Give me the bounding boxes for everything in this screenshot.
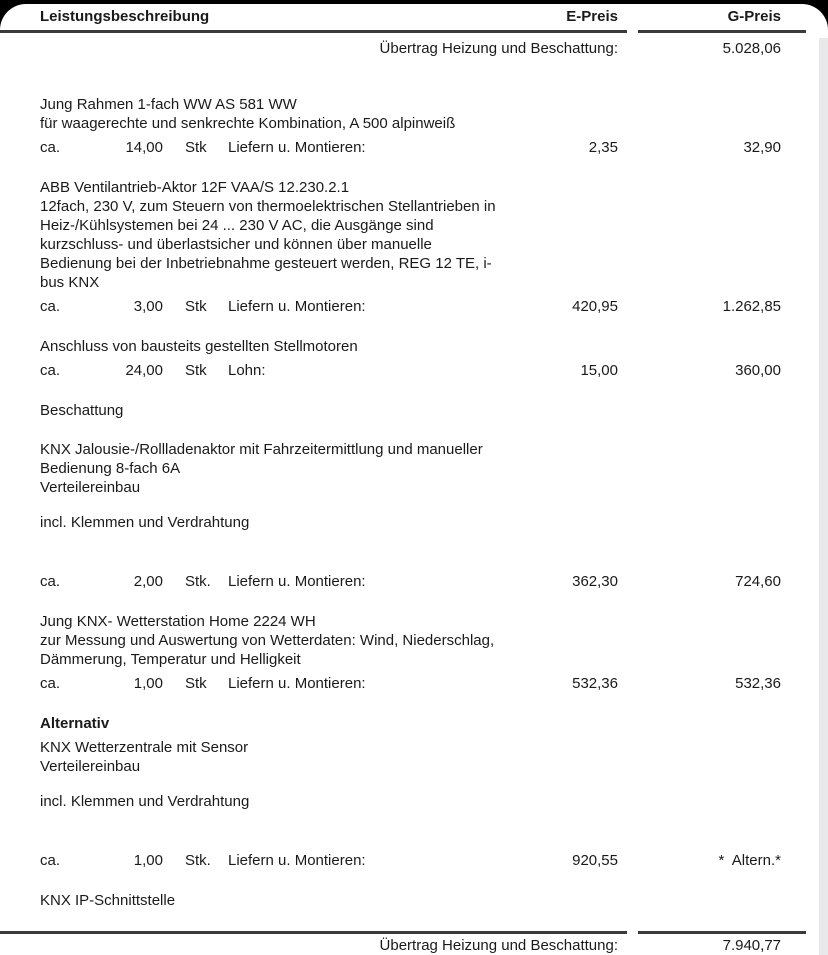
- item-description-line: Verteilereinbau: [40, 479, 141, 496]
- item-description-line: bus KNX: [40, 274, 100, 291]
- item-description-line: 12fach, 230 V, zum Steuern von thermoelektrischen Stellantrieben in: [40, 198, 496, 215]
- item-quantity-row: [40, 675, 781, 694]
- item-description-line: Bedienung 8-fach 6A: [40, 460, 181, 477]
- column-header-e-preis: E-Preis: [566, 8, 618, 25]
- carry-forward-bottom: [40, 937, 781, 955]
- unit-price-value: 420,95: [572, 298, 618, 315]
- quantity-prefix: ca.: [40, 298, 61, 315]
- unit-label: Stk: [185, 362, 207, 379]
- item-quantity-row: [40, 852, 781, 871]
- action-label: Liefern u. Montieren:: [228, 573, 366, 590]
- unit-label: Stk.: [185, 852, 211, 869]
- item-quantity-row: [40, 139, 781, 158]
- item-description-line: Heiz-/Kühlsystemen bei 24 ... 230 V AC, die Ausgänge sind: [40, 217, 434, 234]
- items-list: [40, 95, 781, 910]
- column-header-leistungsbeschreibung: Leistungsbeschreibung: [40, 8, 210, 25]
- quantity-value: 14,00: [125, 139, 163, 156]
- item-block: [40, 178, 781, 317]
- item-heading: Alternativ: [40, 715, 110, 732]
- item-block: [40, 95, 781, 158]
- quantity-prefix: ca.: [40, 139, 61, 156]
- column-header-g-preis: G-Preis: [727, 8, 781, 25]
- total-price-value: * Altern.*: [718, 852, 781, 869]
- item-description-line: KNX IP-Schnittstelle: [40, 892, 176, 909]
- total-price-value: 360,00: [735, 362, 781, 379]
- item-block: [40, 612, 781, 694]
- item-description-line: zur Messung und Auswertung von Wetterdaten: Wind, Niederschlag,: [40, 632, 495, 649]
- item-description-line: incl. Klemmen und Verdrahtung: [40, 793, 250, 810]
- page-content: [40, 4, 781, 909]
- action-label: Lohn:: [228, 362, 266, 379]
- unit-price-value: 15,00: [580, 362, 618, 379]
- quantity-prefix: ca.: [40, 573, 61, 590]
- header-rule-left-segment: [0, 30, 627, 33]
- item-description-line: Beschattung: [40, 402, 124, 419]
- carry-forward-top: [40, 40, 781, 59]
- quantity-prefix: ca.: [40, 362, 61, 379]
- quantity-prefix: ca.: [40, 852, 61, 869]
- unit-label: Stk: [185, 298, 207, 315]
- unit-price-value: 2,35: [588, 139, 618, 156]
- item-description-line: KNX Wetterzentrale mit Sensor: [40, 739, 249, 756]
- action-label: Liefern u. Montieren:: [228, 298, 366, 315]
- item-description-line: für waagerechte und senkrechte Kombination, A 500 alpinweiß: [40, 115, 456, 132]
- unit-label: Stk: [185, 139, 207, 156]
- item-description-line: Bedienung bei der Inbetriebnahme gesteuert werden, REG 12 TE, i-: [40, 255, 492, 272]
- item-description-line: kurzschluss- und überlastsicher und können über manuelle: [40, 236, 432, 253]
- item-description-line: incl. Klemmen und Verdrahtung: [40, 514, 250, 531]
- quantity-value: 1,00: [133, 675, 163, 692]
- items-flow: [40, 40, 781, 910]
- total-price-value: 724,60: [735, 573, 781, 590]
- item-quantity-row: [40, 362, 781, 381]
- action-label: Liefern u. Montieren:: [228, 139, 366, 156]
- item-block: [40, 440, 781, 592]
- item-quantity-row: [40, 573, 781, 592]
- item-description-line: Anschluss von bausteits gestellten Stellmotoren: [40, 338, 358, 355]
- total-price-value: 32,90: [743, 139, 781, 156]
- total-price-value: 532,36: [735, 675, 781, 692]
- item-description-line: KNX Jalousie-/Rollladenaktor mit Fahrzeitermittlung und manueller: [40, 441, 483, 458]
- item-description-line: Jung KNX- Wetterstation Home 2224 WH: [40, 613, 316, 630]
- item-description-line: Dämmerung, Temperatur und Helligkeit: [40, 651, 301, 668]
- blank-line: [40, 776, 781, 792]
- carry-forward-value: 7.940,77: [722, 937, 781, 954]
- action-label: Liefern u. Montieren:: [228, 852, 366, 869]
- carry-forward-value: 5.028,06: [722, 40, 781, 57]
- blank-line: [40, 497, 781, 513]
- footer-rule-right-segment: [638, 931, 806, 934]
- item-description-line: ABB Ventilantrieb-Aktor 12F VAA/S 12.230.2.1: [40, 179, 350, 196]
- carry-forward-label: Übertrag Heizung und Beschattung:: [379, 937, 618, 954]
- item-block: [40, 337, 781, 381]
- unit-label: Stk.: [185, 573, 211, 590]
- unit-price-value: 362,30: [572, 573, 618, 590]
- unit-price-value: 532,36: [572, 675, 618, 692]
- quantity-prefix: ca.: [40, 675, 61, 692]
- document-page: [0, 4, 828, 955]
- quantity-value: 1,00: [133, 852, 163, 869]
- total-price-value: 1.262,85: [722, 298, 781, 315]
- table-header-row: [40, 8, 781, 27]
- quantity-value: 24,00: [125, 362, 163, 379]
- item-block: [40, 401, 781, 420]
- header-rule-right-segment: [638, 30, 806, 33]
- unit-label: Stk: [185, 675, 207, 692]
- unit-price-value: 920,55: [572, 852, 618, 869]
- action-label: Liefern u. Montieren:: [228, 675, 366, 692]
- item-description-line: Jung Rahmen 1-fach WW AS 581 WW: [40, 96, 297, 113]
- quantity-value: 3,00: [133, 298, 163, 315]
- right-edge-strip: [819, 38, 828, 955]
- item-block: [40, 891, 781, 910]
- quantity-value: 2,00: [133, 573, 163, 590]
- carry-forward-label: Übertrag Heizung und Beschattung:: [379, 40, 618, 57]
- item-description-line: Verteilereinbau: [40, 758, 141, 775]
- item-quantity-row: [40, 298, 781, 317]
- footer-rule-left-segment: [0, 931, 627, 934]
- item-block: [40, 714, 781, 871]
